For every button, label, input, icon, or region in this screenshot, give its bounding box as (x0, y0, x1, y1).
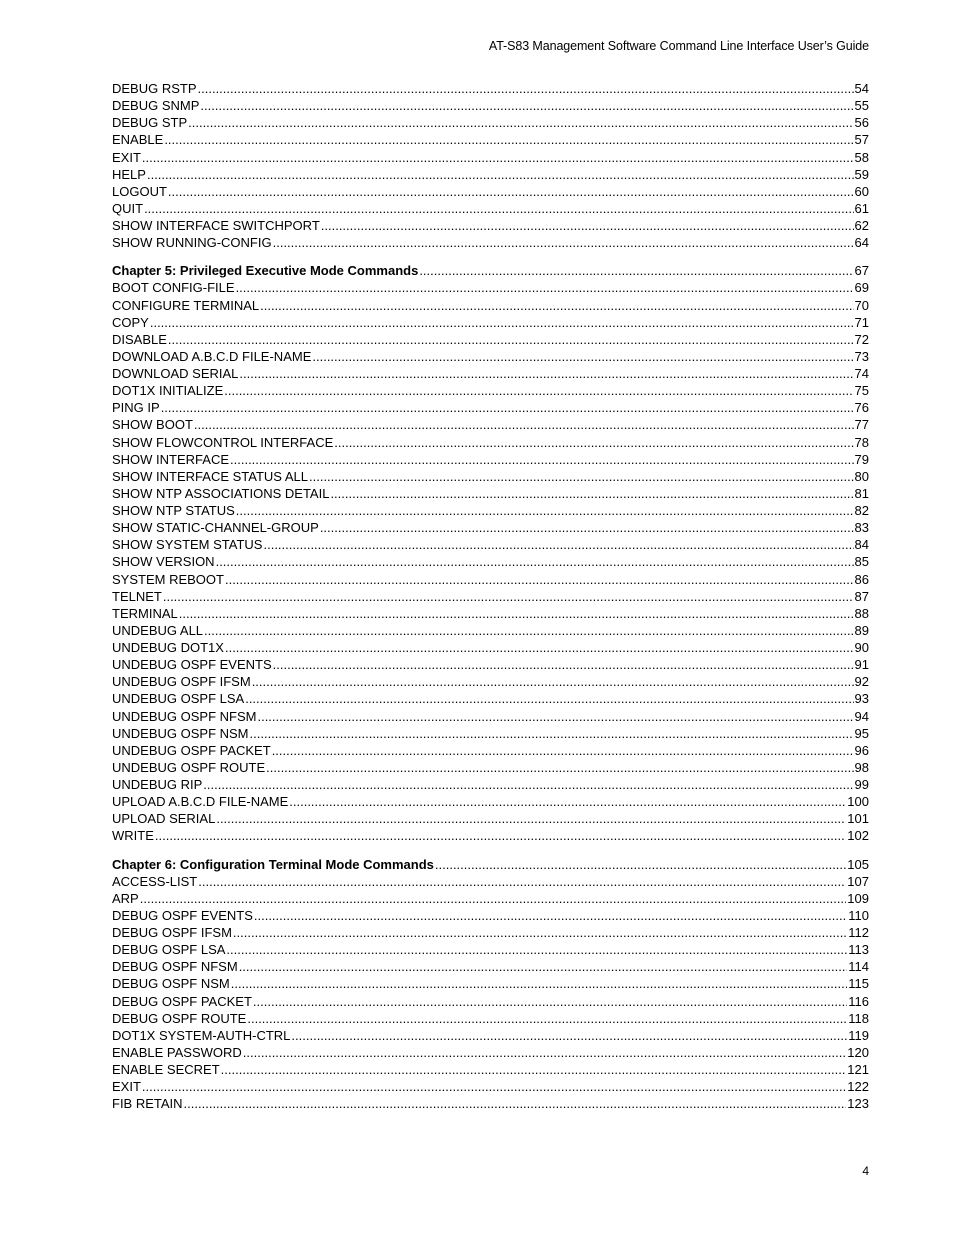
page-number: 4 (862, 1164, 869, 1178)
toc-entry[interactable] (112, 890, 869, 907)
toc-entry-title: HELP (112, 166, 146, 182)
dot-leader (334, 434, 853, 451)
toc-entry[interactable] (112, 80, 869, 97)
dot-leader (309, 468, 854, 485)
toc-entry[interactable] (112, 416, 869, 433)
dot-leader (184, 1095, 847, 1112)
dot-leader (236, 502, 854, 519)
toc-entry-page: 75 (854, 383, 869, 399)
toc-entry-page: 96 (854, 742, 869, 758)
toc-entry-page: 113 (848, 942, 869, 958)
toc-entry-page: 67 (854, 263, 869, 279)
toc-entry-title: ENABLE SECRET (112, 1062, 220, 1077)
toc-entry-title: SHOW BOOT (112, 417, 193, 433)
toc-entry-title: SHOW FLOWCONTROL INTERFACE (112, 434, 334, 450)
toc-entry[interactable] (112, 166, 869, 183)
toc-entry-page: 58 (854, 149, 869, 165)
dot-leader (198, 80, 854, 97)
toc-entry[interactable] (112, 348, 869, 365)
toc-entry-page: 69 (854, 280, 869, 296)
toc-entry[interactable] (112, 622, 869, 639)
toc-entry-title: SYSTEM REBOOT (112, 571, 224, 587)
toc-entry[interactable] (112, 536, 869, 553)
toc-entry-title: UNDEBUG ALL (112, 622, 204, 638)
dot-leader (164, 131, 853, 148)
dot-leader (253, 993, 847, 1010)
toc-entry-page: 78 (854, 434, 869, 450)
toc-entry-title: UPLOAD A.B.C.D FILE-NAME (112, 794, 289, 810)
toc-entry-page: 56 (854, 115, 869, 131)
toc-entry-page: 102 (847, 828, 869, 844)
toc-entry[interactable] (112, 200, 869, 217)
toc-entry-title: UNDEBUG DOT1X (112, 640, 224, 655)
toc-entry-page: 82 (854, 503, 869, 518)
toc-entry[interactable] (112, 873, 869, 890)
toc-entry-title: Chapter 5: Privileged Executive Mode Commands (112, 263, 419, 279)
toc-entry[interactable] (112, 399, 869, 416)
toc-entry-page: 77 (854, 417, 869, 433)
dot-leader (155, 827, 846, 844)
dot-leader (260, 297, 853, 314)
dot-leader (161, 399, 854, 416)
toc-entry[interactable] (112, 993, 869, 1010)
toc-entry[interactable] (112, 1027, 869, 1044)
dot-leader (188, 114, 853, 131)
toc-entry[interactable] (112, 656, 869, 673)
toc-entry[interactable] (112, 907, 869, 924)
toc-entry[interactable] (112, 451, 869, 468)
toc-entry-page: 99 (854, 777, 869, 792)
toc-entry-title: COPY (112, 314, 149, 330)
toc-entry-title: SHOW VERSION (112, 554, 215, 570)
toc-entry[interactable] (112, 149, 869, 166)
toc-entry-page: 70 (854, 297, 869, 313)
toc-entry[interactable] (112, 810, 869, 827)
toc-entry-page: 95 (854, 725, 869, 741)
toc-entry-page: 116 (848, 993, 869, 1009)
toc-entry-page: 115 (848, 976, 869, 992)
toc-entry[interactable] (112, 434, 869, 451)
toc-entry-title: UNDEBUG OSPF PACKET (112, 742, 271, 758)
toc-entry-title: DEBUG OSPF NFSM (112, 959, 238, 975)
toc-entry-page: 59 (854, 166, 869, 182)
toc-entry-page: 105 (847, 856, 869, 872)
dot-leader (142, 1078, 846, 1095)
toc-entry[interactable] (112, 485, 869, 502)
dot-leader (216, 553, 854, 570)
dot-leader (179, 605, 854, 622)
toc-entry-page: 81 (854, 485, 869, 501)
dot-leader (330, 485, 853, 502)
toc-entry-title: CONFIGURE TERMINAL (112, 297, 260, 313)
toc-entry-title: SHOW NTP STATUS (112, 503, 235, 518)
toc-entry-title: Chapter 6: Configuration Terminal Mode Commands (112, 856, 434, 872)
toc-entry-title: SHOW NTP ASSOCIATIONS DETAIL (112, 485, 330, 501)
dot-leader (150, 314, 854, 331)
dot-leader (289, 793, 846, 810)
toc-entry-title: UPLOAD SERIAL (112, 811, 216, 827)
dot-leader (142, 149, 854, 166)
toc-entry-title: QUIT (112, 200, 144, 216)
toc-entry-title: UNDEBUG OSPF NSM (112, 725, 249, 741)
toc-entry-title: ENABLE (112, 132, 164, 148)
toc-entry-title: DISABLE (112, 331, 167, 347)
dot-leader (233, 924, 847, 941)
toc-entry[interactable] (112, 1061, 869, 1078)
toc-entry-title: DOT1X SYSTEM-AUTH-CTRL (112, 1027, 291, 1043)
toc-entry-title: DEBUG OSPF EVENTS (112, 907, 253, 923)
dot-leader (273, 234, 854, 251)
dot-leader (419, 262, 853, 279)
toc-entry[interactable] (112, 708, 869, 725)
toc-entry[interactable] (112, 1095, 869, 1112)
toc-entry[interactable] (112, 331, 869, 348)
dot-leader (252, 673, 854, 690)
toc-entry[interactable] (112, 183, 869, 200)
toc-entry-page: 79 (854, 451, 869, 467)
toc-entry-title: DEBUG SNMP (112, 98, 200, 114)
toc-entry[interactable] (112, 1078, 869, 1095)
dot-leader (231, 975, 848, 992)
toc-entry-title: TERMINAL (112, 605, 178, 621)
toc-entry-title: SHOW SYSTEM STATUS (112, 537, 263, 553)
toc-entry[interactable] (112, 639, 869, 656)
toc-entry-page: 86 (854, 571, 869, 587)
dot-leader (225, 571, 854, 588)
toc-entry-page: 76 (854, 400, 869, 416)
toc-entry-title: SHOW RUNNING-CONFIG (112, 235, 272, 251)
toc-entry-title: TELNET (112, 588, 162, 604)
toc-entry-page: 74 (854, 366, 869, 381)
dot-leader (147, 166, 854, 183)
toc-entry-title: DEBUG OSPF PACKET (112, 993, 252, 1009)
toc-entry-page: 119 (848, 1027, 869, 1043)
toc-entry[interactable] (112, 297, 869, 314)
toc-entry-title: LOGOUT (112, 183, 167, 199)
toc-entry[interactable] (112, 1010, 869, 1027)
toc-entry-title: UNDEBUG OSPF ROUTE (112, 759, 266, 775)
toc-entry[interactable] (112, 742, 869, 759)
toc-entry-page: 93 (854, 691, 869, 707)
toc-entry-page: 91 (854, 657, 869, 673)
toc-entry-title: DEBUG RSTP (112, 81, 197, 96)
toc-entry-page: 107 (847, 873, 869, 889)
toc-entry[interactable] (112, 114, 869, 131)
toc-entry[interactable] (112, 975, 869, 992)
toc-entry-title: EXIT (112, 1079, 141, 1095)
dot-leader (198, 873, 846, 890)
toc-entry-page: 57 (854, 132, 869, 148)
toc-entry[interactable] (112, 588, 869, 605)
dot-leader (320, 519, 854, 536)
dot-leader (239, 365, 853, 382)
toc-entry[interactable] (112, 958, 869, 975)
dot-leader (250, 725, 854, 742)
toc-entry-title: BOOT CONFIG-FILE (112, 280, 235, 296)
toc-entry[interactable] (112, 605, 869, 622)
toc-entry-page: 88 (854, 605, 869, 621)
dot-leader (200, 97, 853, 114)
dot-leader (272, 742, 854, 759)
toc-entry[interactable] (112, 759, 869, 776)
toc-entry-title: DEBUG STP (112, 115, 188, 131)
toc-entry-page: 112 (848, 925, 869, 940)
toc-entry-page: 109 (847, 890, 869, 906)
toc-entry-title: EXIT (112, 149, 141, 165)
toc-entry-title: DOWNLOAD SERIAL (112, 366, 239, 381)
dot-leader (230, 451, 854, 468)
toc-entry-page: 94 (854, 708, 869, 724)
dot-leader (254, 907, 847, 924)
toc-entry-page: 60 (854, 183, 869, 199)
toc-entry-title: WRITE (112, 828, 154, 844)
toc-entry-page: 84 (854, 537, 869, 553)
toc-entry[interactable] (112, 502, 869, 519)
toc-entry-page: 122 (847, 1079, 869, 1095)
toc-entry-title: SHOW INTERFACE STATUS ALL (112, 468, 308, 484)
toc-entry[interactable] (112, 725, 869, 742)
dot-leader (168, 331, 854, 348)
toc-chapter-heading[interactable] (112, 856, 869, 873)
toc-entry[interactable] (112, 793, 869, 810)
toc-entry[interactable] (112, 382, 869, 399)
table-of-contents (112, 80, 869, 1112)
toc-entry-page: 89 (854, 622, 869, 638)
toc-entry[interactable] (112, 131, 869, 148)
toc-entry-title: FIB RETAIN (112, 1096, 183, 1112)
toc-entry-title: DEBUG OSPF ROUTE (112, 1010, 247, 1026)
toc-entry-title: UNDEBUG RIP (112, 777, 203, 792)
toc-entry[interactable] (112, 924, 869, 941)
dot-leader (203, 776, 853, 793)
toc-entry-page: 80 (854, 468, 869, 484)
toc-entry-title: ACCESS-LIST (112, 873, 198, 889)
toc-entry-page: 61 (854, 200, 869, 216)
dot-leader (226, 941, 847, 958)
toc-entry-page: 71 (854, 314, 869, 330)
toc-entry[interactable] (112, 1044, 869, 1061)
toc-entry-page: 62 (854, 218, 869, 233)
dot-leader (163, 588, 854, 605)
dot-leader (243, 1044, 847, 1061)
toc-entry-title: UNDEBUG OSPF NFSM (112, 708, 257, 724)
toc-entry-page: 101 (847, 811, 869, 827)
toc-entry-page: 118 (848, 1010, 869, 1026)
dot-leader (273, 656, 854, 673)
toc-entry-title: DEBUG OSPF LSA (112, 942, 226, 958)
dot-leader (224, 382, 853, 399)
dot-leader (312, 348, 853, 365)
running-header: AT-S83 Management Software Command Line Interface User’s Guide (488, 39, 869, 53)
toc-entry-title: DEBUG OSPF NSM (112, 976, 230, 992)
dot-leader (263, 536, 853, 553)
toc-chapter-heading[interactable] (112, 262, 869, 279)
toc-entry-page: 64 (854, 235, 869, 251)
toc-entry-page: 72 (854, 331, 869, 347)
dot-leader (144, 200, 853, 217)
toc-entry-title: UNDEBUG OSPF LSA (112, 691, 245, 707)
toc-entry[interactable] (112, 279, 869, 296)
toc-entry[interactable] (112, 690, 869, 707)
toc-entry-page: 73 (854, 348, 869, 364)
toc-entry-page: 100 (847, 794, 869, 810)
toc-entry[interactable] (112, 553, 869, 570)
toc-entry-page: 55 (854, 98, 869, 114)
dot-leader (221, 1061, 847, 1078)
toc-entry-title: SHOW INTERFACE SWITCHPORT (112, 218, 320, 233)
dot-leader (216, 810, 846, 827)
toc-entry-page: 114 (848, 959, 869, 975)
dot-leader (239, 958, 848, 975)
dot-leader (236, 279, 854, 296)
toc-entry[interactable] (112, 827, 869, 844)
dot-leader (321, 217, 854, 234)
dot-leader (194, 416, 854, 433)
toc-entry-title: ENABLE PASSWORD (112, 1044, 242, 1060)
toc-entry[interactable] (112, 776, 869, 793)
toc-entry[interactable] (112, 571, 869, 588)
toc-entry-page: 123 (847, 1096, 869, 1112)
toc-entry[interactable] (112, 519, 869, 536)
toc-entry[interactable] (112, 365, 869, 382)
dot-leader (247, 1010, 847, 1027)
toc-entry-title: UNDEBUG OSPF IFSM (112, 674, 251, 690)
dot-leader (140, 890, 847, 907)
dot-leader (225, 639, 854, 656)
toc-entry[interactable] (112, 234, 869, 251)
toc-entry-page: 87 (854, 588, 869, 604)
toc-entry-page: 120 (847, 1044, 869, 1060)
toc-entry-title: DOT1X INITIALIZE (112, 383, 224, 399)
dot-leader (291, 1027, 847, 1044)
toc-entry-page: 92 (854, 674, 869, 690)
dot-leader (257, 708, 853, 725)
toc-entry-page: 83 (854, 520, 869, 536)
toc-entry[interactable] (112, 941, 869, 958)
toc-entry-title: SHOW STATIC-CHANNEL-GROUP (112, 520, 319, 536)
toc-entry-title: DOWNLOAD A.B.C.D FILE-NAME (112, 348, 312, 364)
toc-entry[interactable] (112, 468, 869, 485)
toc-entry[interactable] (112, 97, 869, 114)
toc-entry-page: 110 (848, 907, 869, 923)
toc-entry-title: UNDEBUG OSPF EVENTS (112, 657, 272, 673)
toc-entry-title: DEBUG OSPF IFSM (112, 925, 232, 940)
toc-entry-title: SHOW INTERFACE (112, 451, 230, 467)
dot-leader (266, 759, 853, 776)
dot-leader (168, 183, 854, 200)
dot-leader (435, 856, 846, 873)
toc-entry-page: 90 (854, 640, 869, 655)
toc-entry-page: 54 (854, 81, 869, 96)
toc-entry-page: 121 (847, 1062, 869, 1077)
dot-leader (204, 622, 853, 639)
toc-entry-title: PING IP (112, 400, 160, 416)
toc-entry[interactable] (112, 217, 869, 234)
toc-entry[interactable] (112, 673, 869, 690)
toc-entry-title: ARP (112, 890, 139, 906)
dot-leader (245, 690, 853, 707)
toc-entry[interactable] (112, 314, 869, 331)
toc-entry-page: 98 (854, 759, 869, 775)
toc-entry-page: 85 (854, 554, 869, 570)
